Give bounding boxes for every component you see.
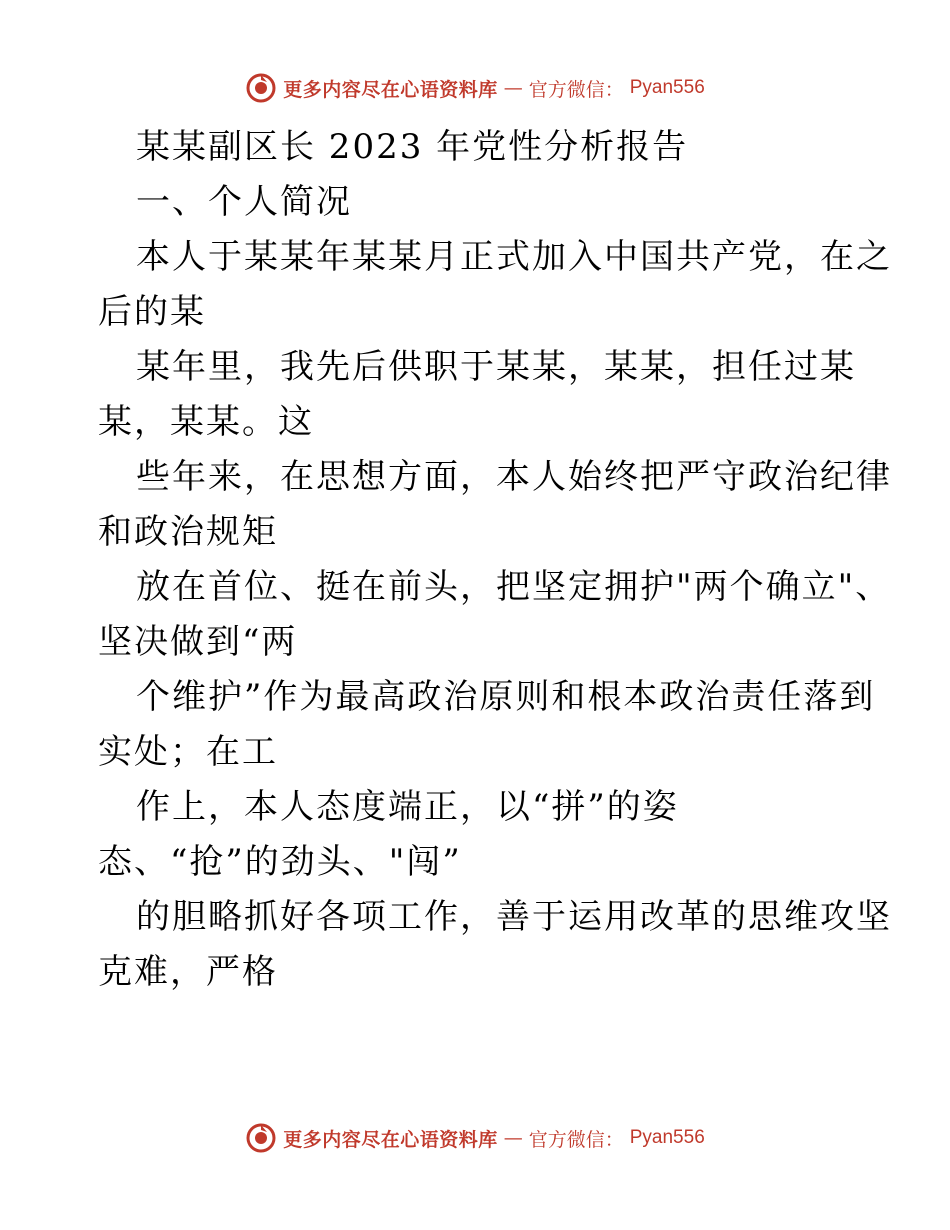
paragraph-line: 些年来，在思想方面，本人始终把严守政治纪律: [136, 457, 892, 497]
library-logo-icon: [245, 1122, 277, 1154]
paragraph-line: 作上，本人态度端正，以“拼”的姿: [136, 787, 679, 827]
wechat-id: Pyan556: [629, 1127, 705, 1148]
footer-watermark: [0, 1122, 950, 1154]
banner-dash: —: [503, 1127, 523, 1149]
paragraph-line: 个维护”作为最高政治原则和根本政治责任落到: [136, 677, 876, 717]
official-wechat-label: 官方微信：: [528, 78, 624, 101]
paragraph-line: 和政治规矩: [98, 512, 278, 552]
paragraph-line: 某年里，我先后供职于某某，某某，担任过某: [136, 347, 856, 387]
wechat-id: Pyan556: [629, 77, 705, 98]
paragraph-line: 实处；在工: [98, 732, 278, 772]
paragraph-line: 坚决做到“两: [98, 622, 298, 662]
banner-dash: —: [503, 77, 523, 99]
paragraph-line: 克难，严格: [98, 952, 278, 992]
library-text: 更多内容尽在心语资料库: [283, 1128, 498, 1151]
paragraph-line: 的胆略抓好各项工作，善于运用改革的思维攻坚: [136, 897, 892, 937]
paragraph-line: 态、“抢”的劲头、"闯”: [98, 842, 462, 882]
document-title: 某某副区长 2023 年党性分析报告: [136, 127, 689, 167]
library-text: 更多内容尽在心语资料库: [283, 78, 498, 101]
paragraph-line: 某，某某。这: [98, 402, 314, 442]
library-logo-icon: [245, 72, 277, 104]
official-wechat-label: 官方微信：: [528, 1128, 624, 1151]
paragraph-line: 本人于某某年某某月正式加入中国共产党，在之: [136, 237, 892, 277]
paragraph-line: 放在首位、挺在前头，把坚定拥护"两个确立"、: [136, 567, 892, 607]
document-body: [98, 120, 892, 1000]
paragraph-line: 后的某: [98, 292, 206, 332]
section-heading: 一、个人简况: [136, 182, 352, 222]
header-watermark: [0, 72, 950, 104]
